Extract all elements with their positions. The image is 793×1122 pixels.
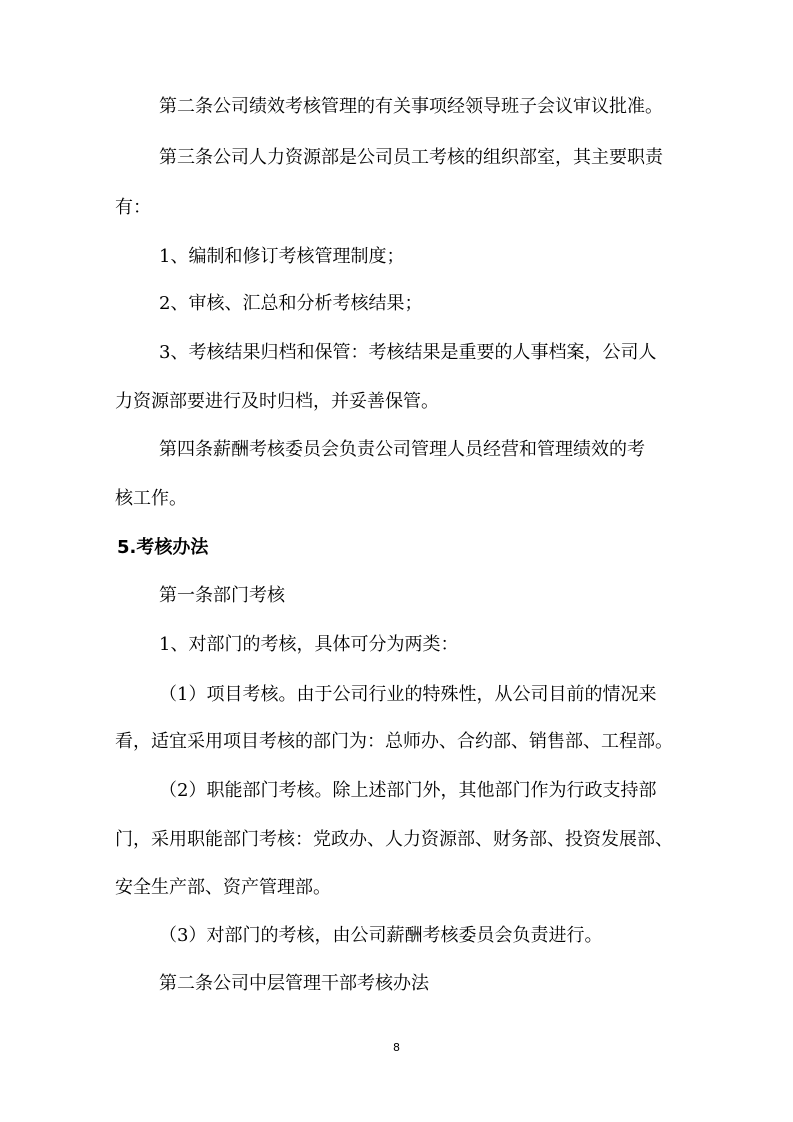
text-line: （1）项目考核。由于公司行业的特殊性，从公司目前的情况来 xyxy=(159,684,657,705)
text-line: 看，适宜采用项目考核的部门为：总师办、合约部、销售部、工程部。 xyxy=(115,731,673,752)
text-line: 安全生产部、资产管理部。 xyxy=(115,877,331,898)
text-line: 3、考核结果归档和保管：考核结果是重要的人事档案，公司人 xyxy=(159,342,657,363)
text-line: 1、对部门的考核，具体可分为两类： xyxy=(159,634,459,655)
text-line: 有： xyxy=(115,197,151,218)
text-line: 核工作。 xyxy=(115,488,187,509)
text-line: 第二条公司绩效考核管理的有关事项经领导班子会议审议批准。 xyxy=(159,96,663,117)
text-line: 第一条部门考核 xyxy=(159,585,285,606)
text-line: 第四条薪酬考核委员会负责公司管理人员经营和管理绩效的考 xyxy=(159,439,645,460)
text-line: 力资源部要进行及时归档，并妥善保管。 xyxy=(115,391,439,412)
text-line: 第三条公司人力资源部是公司员工考核的组织部室，其主要职责 xyxy=(159,147,663,168)
text-line: 2、审核、汇总和分析考核结果； xyxy=(159,293,423,314)
section-heading: 5.考核办法 xyxy=(117,537,209,558)
text-line: 1、编制和修订考核管理制度； xyxy=(159,246,405,267)
page-number: 8 xyxy=(393,1041,400,1054)
text-line: （3）对部门的考核，由公司薪酬考核委员会负责进行。 xyxy=(159,925,603,946)
text-line: 第二条公司中层管理干部考核办法 xyxy=(159,973,429,994)
text-line: （2）职能部门考核。除上述部门外，其他部门作为行政支持部 xyxy=(159,780,657,801)
text-line: 门，采用职能部门考核：党政办、人力资源部、财务部、投资发展部、 xyxy=(115,829,673,850)
